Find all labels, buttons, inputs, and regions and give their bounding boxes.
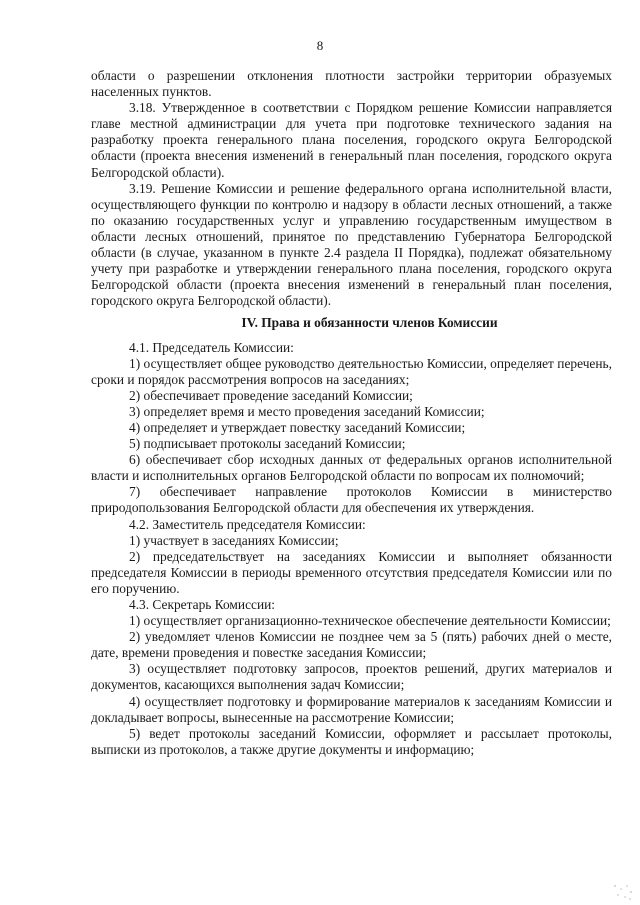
deputy-heading: 4.2. Заместитель председателя Комиссии: [129,516,366,532]
chairman-item: 2) обеспечивает проведение заседаний Комиссии; [129,387,413,403]
deputy-item: 1) участвует в заседаниях Комиссии; [129,532,339,548]
section-heading: IV. Права и обязанности членов Комиссии [241,315,498,331]
secretary-item: 3) осуществляет подготовку запросов, проектов решений, других материалов и документов, касающихся выполнения задач Комиссии; [91,661,612,693]
chairman-item: 6) обеспечивает сбор исходных данных от федеральных органов исполнительной власти и исполнительных органов Белгородской области по вопросам их полномочий; [91,452,612,484]
chairman-item: 7) обеспечивает направление протоколов Комиссии в министерство природопользования Белгородской области для обеспечения их утверждения. [91,484,612,516]
chairman-heading: 4.1. Председатель Комиссии: [129,339,294,355]
secretary-item: 5) ведет протоколы заседаний Комиссии, оформляет и рассылает протоколы, выписки из протоколов, а также другие документы и информацию; [91,725,612,757]
intro-paragraph: области о разрешении отклонения плотности застройки территории образуемых населенных пунктов. [91,68,612,100]
paragraph-3-19: 3.19. Решение Комиссии и решение федерального органа исполнительной власти, осуществляющего функции по контролю и надзору в области лесных отношений, а также по оказанию государственных услуг и управлению государственным имуществом в области лесных отношений, принятое по представлению Губернатора Белгородской области (в случае, указанном в пункте 2.4 раздела II Порядка), подлежат обязательному учету при разработке и утверждении генерального плана поселения, городского округа Белгородской области (проекта внесения изменений в генеральный план поселения, городского округа Белгородской области). [91,180,612,309]
secretary-item: 4) осуществляет подготовку и формирование материалов к заседаниям Комиссии и докладывает вопросы, вынесенные на рассмотрение Комиссии; [91,693,612,725]
chairman-item: 3) определяет время и место проведения заседаний Комиссии; [129,403,485,419]
page-number: 8 [316,38,324,53]
deputy-item: 2) председательствует на заседаниях Комиссии и выполняет обязанности председателя Комиссии в периоды временного отсутствия председателя Комиссии или по его поручению. [91,548,612,596]
paragraph-3-18: 3.18. Утвержденное в соответствии с Порядком решение Комиссии направляется главе местной администрации для учета при подготовке технического задания на разработку проекта генерального плана поселения, городского округа Белгородской области (проекта внесения изменений в генеральный план поселения, городского округа Белгородской области). [91,100,612,180]
secretary-item: 1) осуществляет организационно-техническое обеспечение деятельности Комиссии; [129,613,611,629]
scan-specks-decoration [612,883,634,901]
chairman-item: 4) определяет и утверждает повестку заседаний Комиссии; [129,419,466,435]
secretary-item: 2) уведомляет членов Комиссии не позднее чем за 5 (пять) рабочих дней о месте, дате, времени проведения и повестке заседания Комиссии; [91,629,612,661]
secretary-heading: 4.3. Секретарь Комиссии: [129,597,276,612]
document-body [91,68,612,758]
chairman-item: 5) подписывает протоколы заседаний Комиссии; [129,436,406,452]
chairman-item: 1) осуществляет общее руководство деятельностью Комиссии, определяет перечень, сроки и порядок рассмотрения вопросов на заседаниях; [91,355,612,387]
